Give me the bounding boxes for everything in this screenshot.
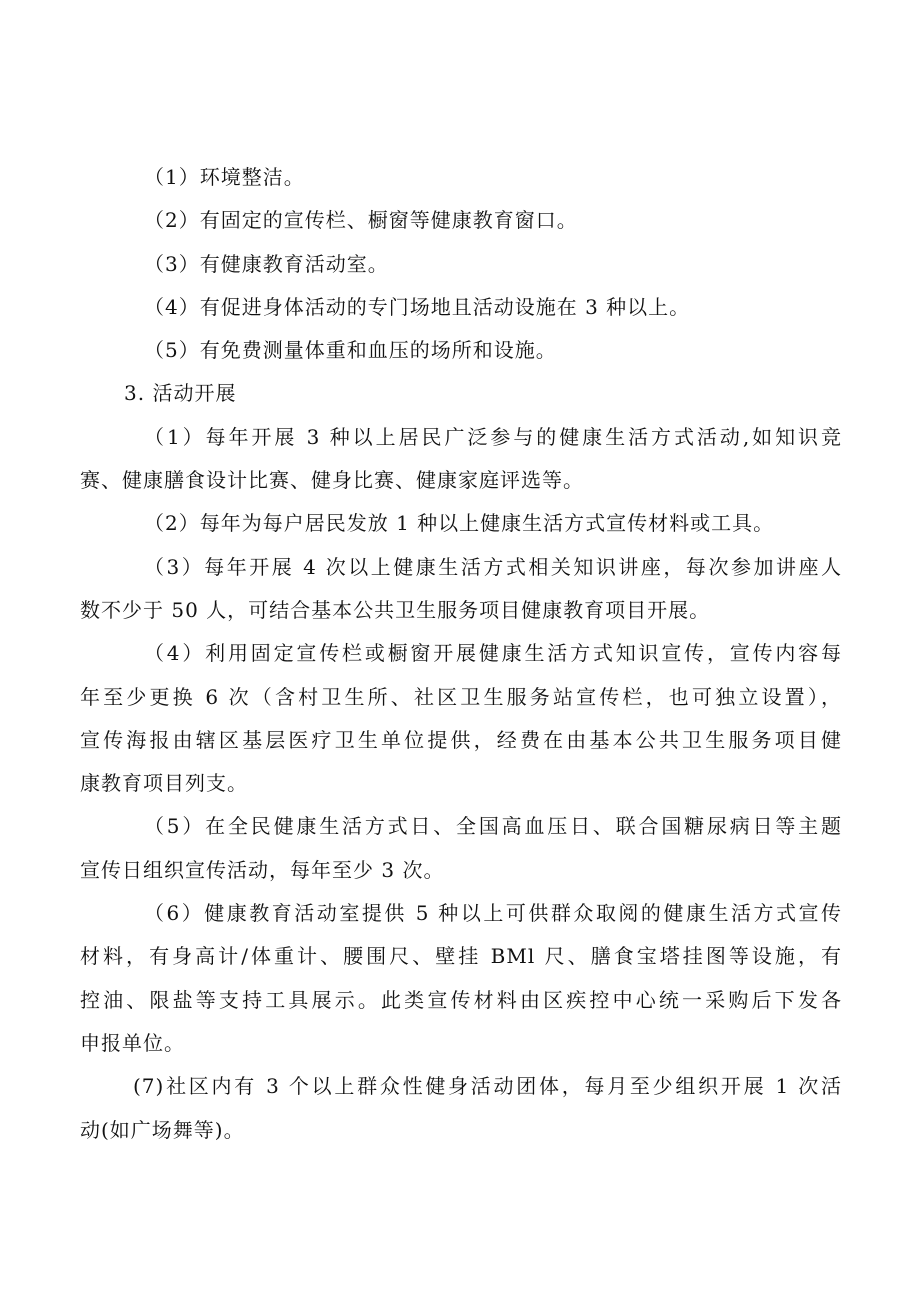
activity-item-1-line-2: 赛、健康膳食设计比赛、健身比赛、健康家庭评选等。 (80, 468, 584, 493)
facility-item-4: （4）有促进身体活动的专门场地且活动设施在 3 种以上。 (144, 294, 691, 319)
activity-item-6-line-4: 申报单位。 (80, 1030, 185, 1055)
activity-item-5-line-1: （5）在全民健康生活方式日、全国高血压日、联合国糖尿病日等主题 (144, 814, 842, 839)
activity-item-5-line-2: 宣传日组织宣传活动，每年至少 3 次。 (80, 857, 445, 882)
activity-item-6-line-1: （6）健康教育活动室提供 5 种以上可供群众取阅的健康生活方式宣传 (144, 901, 842, 926)
facility-item-5: （5）有免费测量体重和血压的场所和设施。 (144, 338, 557, 363)
activity-item-7-line-2: 动(如广场舞等)。 (80, 1117, 245, 1142)
activity-item-1-line-1: （1）每年开展 3 种以上居民广泛参与的健康生活方式活动,如知识竞 (144, 424, 842, 449)
activity-item-6-line-2: 材料，有身高计/体重计、腰围尺、壁挂 BMl 尺、膳食宝塔挂图等设施，有 (80, 944, 842, 969)
section-heading-activities: 3. 活动开展 (124, 381, 237, 406)
activity-item-4-line-2: 年至少更换 6 次（含村卫生所、社区卫生服务站宣传栏，也可独立设置）， (80, 684, 842, 709)
activity-item-4-line-1: （4）利用固定宣传栏或橱窗开展健康生活方式知识宣传，宣传内容每 (144, 641, 842, 666)
facility-item-2: （2）有固定的宣传栏、橱窗等健康教育窗口。 (144, 208, 578, 233)
facility-item-3: （3）有健康教育活动室。 (144, 251, 389, 276)
activity-item-7-line-1: (7)社区内有 3 个以上群众性健身活动团体，每月至少组织开展 1 次活 (133, 1074, 842, 1099)
activity-item-4-line-3: 宣传海报由辖区基层医疗卫生单位提供，经费在由基本公共卫生服务项目健 (80, 727, 842, 752)
activity-item-3-line-1: （3）每年开展 4 次以上健康生活方式相关知识讲座，每次参加讲座人 (144, 554, 842, 579)
activity-item-3-line-2: 数不少于 50 人，可结合基本公共卫生服务项目健康教育项目开展。 (80, 597, 711, 622)
activity-item-4-line-4: 康教育项目列支。 (80, 771, 248, 796)
activity-item-6-line-3: 控油、限盐等支持工具展示。此类宣传材料由区疾控中心统一采购后下发各 (80, 987, 842, 1012)
document-body (80, 156, 842, 1152)
facility-item-1: （1）环境整洁。 (144, 165, 305, 189)
activity-item-2-line-1: （2）每年为每户居民发放 1 种以上健康生活方式宣传材料或工具。 (144, 511, 775, 536)
